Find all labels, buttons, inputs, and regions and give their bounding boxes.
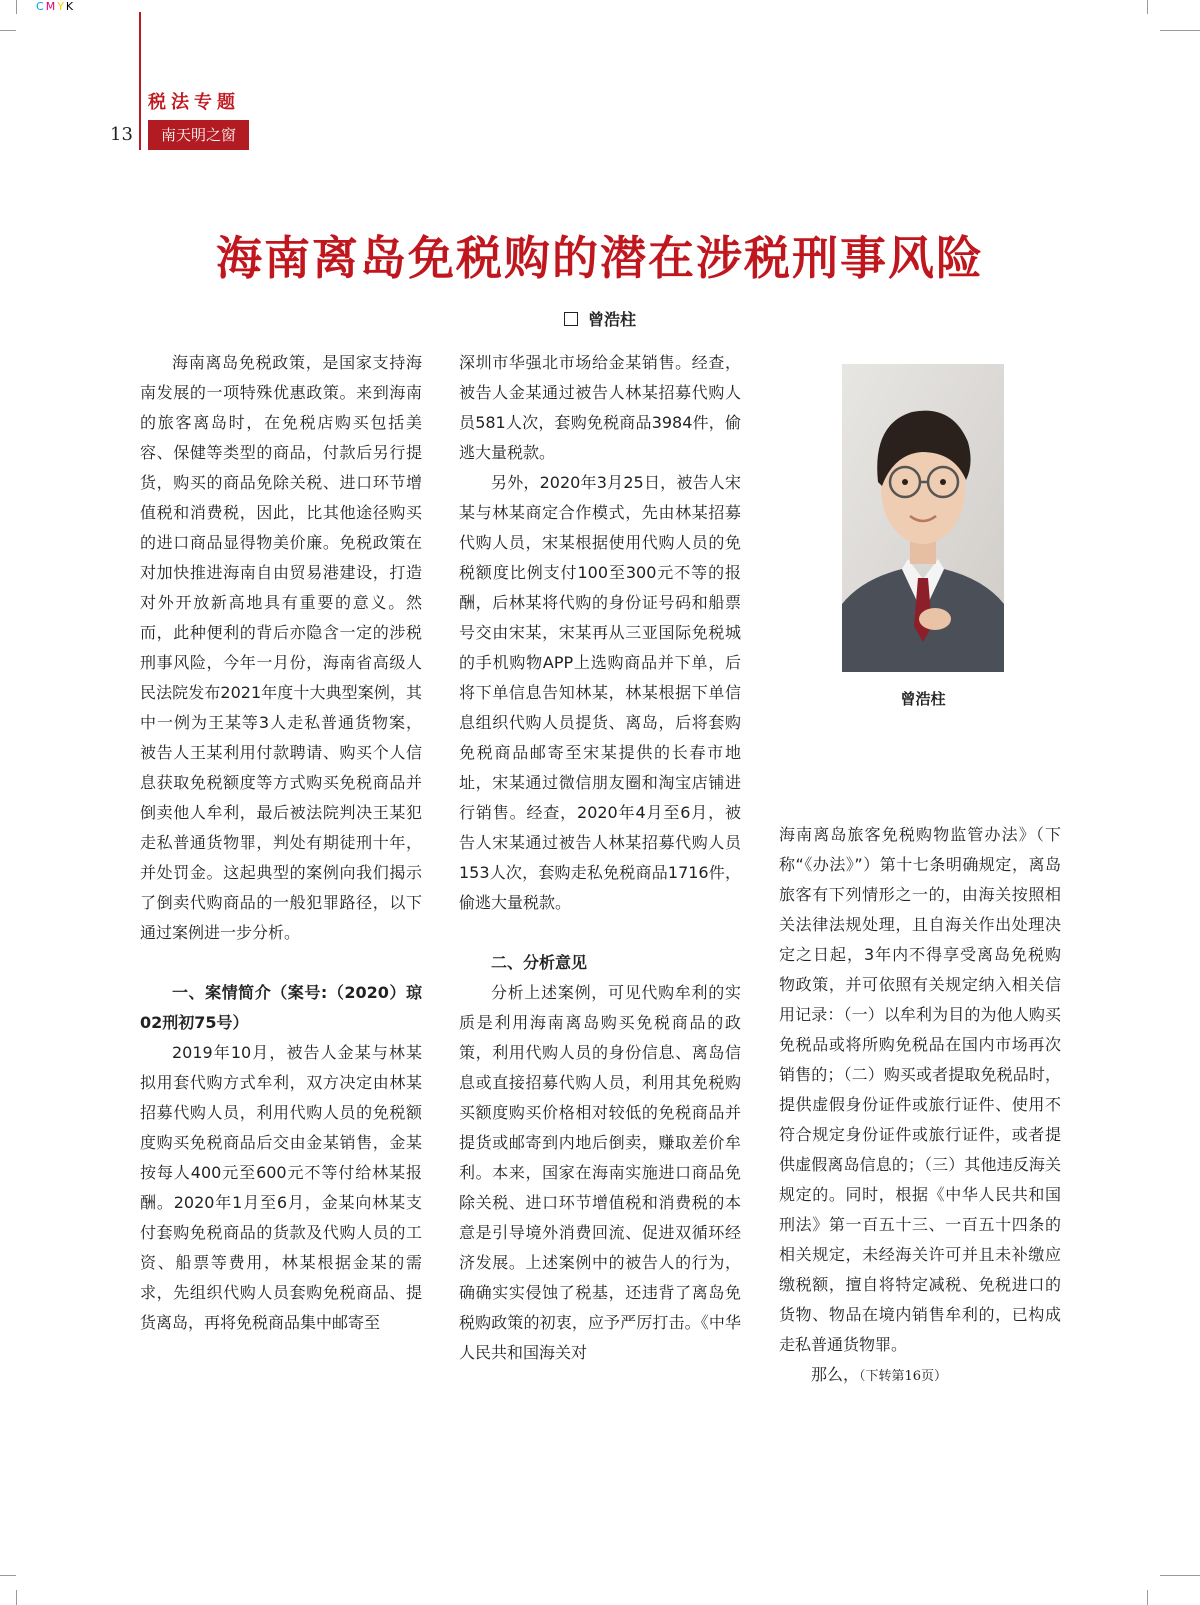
column-name: 税法专题 — [148, 92, 240, 113]
section-heading: 一、案情简介（案号:（2020）琼02刑初75号） — [140, 983, 422, 1032]
author-photo — [842, 364, 1004, 672]
paragraph: 另外，2020年3月25日，被告人宋某与林某商定合作模式，先由林某招募代购人员，宋某根据使用代购人员的免税额度比例支付100至300元不等的报酬，后林某将代购的身份证号码和船票号交由宋某，宋某再从三亚国际免税城的手机购物APP上选购商品并下单，后将下单信息告知林某，林某根据下单信息组织代购人员提货、离岛，后将套购免税商品邮寄至宋某提供的长春市地址，宋某通过微信朋友圈和淘宝店铺进行销售。经查，2020年4月至6月，被告人宋某通过被告人林某招募代购人员153人次，套购走私免税商品1716件，偷逃大量税款。 — [459, 473, 741, 912]
paragraph: 分析上述案例，可见代购牟利的实质是利用海南离岛购买免税商品的政策，利用代购人员的身份信息、离岛信息或直接招募代购人员，利用其免税购买额度购买价格相对较低的免税商品并提货或邮寄到内地后倒卖，赚取差价牟利。本来，国家在海南实施进口商品免除关税、进口环节增值税和消费税的本意是引导境外消费回流、促进双循环经济发展。上述案例中的被告人的行为，确确实实侵蚀了税基，还违背了离岛免税购政策的初衷，应予严厉打击。《中华人民共和国海关对 — [459, 983, 741, 1362]
cmyk-c: C — [36, 0, 46, 13]
continued-note: （下转第16页） — [859, 1369, 948, 1384]
paragraph-end — [779, 1360, 1061, 1392]
author-portrait-image — [842, 364, 1004, 672]
cmyk-m: M — [45, 0, 58, 13]
section-tag: 南天明之窗 — [148, 120, 249, 150]
paragraph: 海南离岛免税政策，是国家支持海南发展的一项特殊优惠政策。来到海南的旅客离岛时，在免税店购买包括美容、保健等类型的商品，付款后另行提货，购买的商品免除关税、进口环节增值税和消费税，因此，比其他途径购买的进口商品显得物美价廉。免税政策在对加快推进海南自由贸易港建设，打造对外开放新高地具有重要的意义。然而，此种便利的背后亦隐含一定的涉税刑事风险，今年一月份，海南省高级人民法院发布2021年度十大典型案例，其中一例为王某等3人走私普通货物案，被告人王某利用付款聘请、购买个人信息获取免税额度等方式购买免税商品并倒卖他人牟利，最后被法院判决王某犯走私普通货物罪，判处有期徒刑十年，并处罚金。这起典型的案例向我们揭示了倒卖代购商品的一般犯罪路径，以下通过案例进一步分析。 — [140, 353, 422, 942]
crop-mark — [1147, 0, 1148, 14]
crop-mark — [1160, 30, 1200, 31]
column-3 — [779, 820, 1061, 1392]
header-rule — [139, 12, 141, 150]
paragraph: 深圳市华强北市场给金某销售。经查，被告人金某通过被告人林某招募代购人员581人次，套购免税商品3984件，偷逃大量税款。 — [459, 353, 741, 462]
article-title: 海南离岛免税购的潜在涉税刑事风险 — [216, 231, 984, 285]
page-number: 13 — [110, 124, 133, 145]
closing-phrase: 那么， — [811, 1365, 860, 1384]
photo-caption: 曾浩柱 — [900, 690, 946, 708]
crop-mark — [0, 30, 16, 31]
crop-mark — [1147, 1590, 1148, 1605]
crop-mark — [16, 1590, 17, 1605]
column-2 — [459, 348, 741, 1368]
crop-mark — [1160, 1575, 1200, 1576]
column-1 — [140, 348, 422, 1338]
author-box-icon — [564, 312, 578, 326]
author-name: 曾浩柱 — [587, 310, 636, 329]
cmyk-y: Y — [57, 0, 66, 13]
crop-mark — [0, 1575, 16, 1576]
author-line — [0, 307, 1200, 330]
paragraph: 海南离岛旅客免税购物监管办法》（下称“《办法》”）第十七条明确规定，离岛旅客有下列情形之一的，由海关按照相关法律法规处理，且自海关作出处理决定之日起，3年内不得享受离岛免税购物政策，并可依照有关规定纳入相关信用记录：（一）以牟利为目的为他人购买免税品或将所购免税品在国内市场再次销售的；（二）购买或者提取免税品时，提供虚假身份证件或旅行证件、使用不符合规定身份证件或旅行证件，或者提供虚假离岛信息的；（三）其他违反海关规定的。同时，根据《中华人民共和国刑法》第一百五十三、一百五十四条的相关规定，未经海关许可并且未补缴应缴税额，擅自将特定减税、免税进口的货物、物品在境内销售牟利的，已构成走私普通货物罪。 — [779, 825, 1061, 1354]
paragraph: 2019年10月，被告人金某与林某拟用套代购方式牟利，双方决定由林某招募代购人员，利用代购人员的免税额度购买免税商品后交由金某销售，金某按每人400元至600元不等付给林某报酬。2020年1月至6月，金某向林某支付套购免税商品的货款及代购人员的工资、船票等费用，林某根据金某的需求，先组织代购人员套购免税商品、提货离岛，再将免税商品集中邮寄至 — [140, 1043, 422, 1332]
section-heading: 二、分析意见 — [491, 953, 588, 972]
crop-mark — [16, 0, 17, 14]
cmyk-k: K — [65, 0, 76, 13]
cmyk-color-bar — [36, 0, 75, 13]
